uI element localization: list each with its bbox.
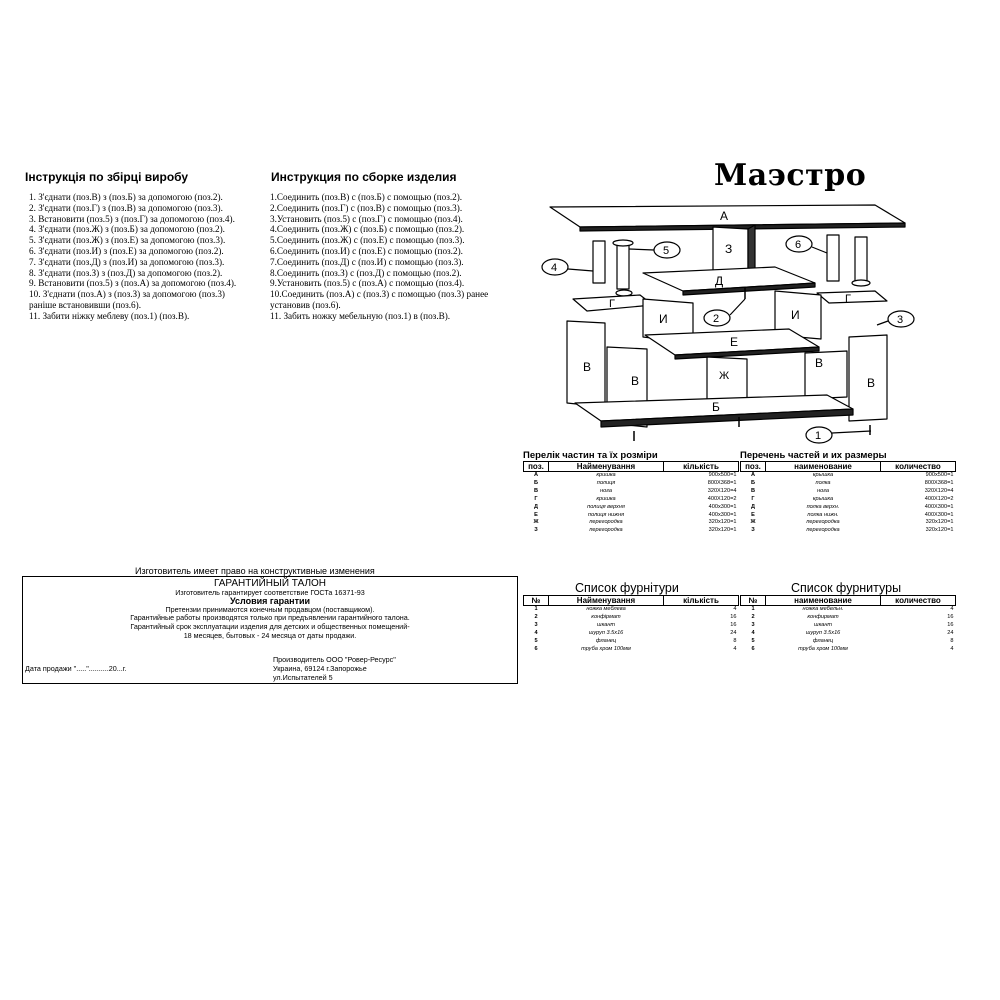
row-name: кришка: [596, 495, 616, 502]
table-row: [741, 480, 956, 488]
row-pos: 4: [534, 629, 538, 636]
row-qty: 4: [733, 645, 737, 652]
col-pos: поз.: [741, 462, 766, 472]
row-name: полиця верхня: [587, 503, 625, 510]
table-row: [524, 472, 739, 480]
row-qty: 320х120=1: [708, 519, 737, 526]
label-zh: Ж: [719, 370, 730, 382]
row-qty: 900х500=1: [925, 472, 954, 478]
label-g-right: Г: [845, 293, 851, 305]
row-pos: Б: [750, 479, 756, 486]
instructions-ru-steps: [270, 192, 515, 322]
row-name: фланец: [812, 637, 834, 644]
table-row: [524, 606, 739, 614]
label-e: Е: [730, 335, 739, 349]
row-qty: 320х120=1: [708, 527, 737, 534]
table-row: [524, 512, 739, 520]
row-name: полка верхн.: [806, 503, 840, 510]
col-num: №: [524, 596, 549, 606]
row-name: полиця: [596, 479, 616, 486]
row-qty: 24: [947, 629, 954, 636]
step-ru: 9.Установить (поз.5) с (поз.А) с помощью (поз.4).: [270, 278, 465, 289]
row-qty: 320х120=1: [925, 519, 954, 526]
row-pos: 1: [534, 606, 538, 612]
step-ua: 2. З'єднати (поз.Г) з (поз.В) за допомогою (поз.3).: [29, 202, 223, 213]
row-name: шкант: [813, 621, 833, 628]
row-name: труба хром 100мм: [798, 645, 848, 652]
row-pos: Б: [533, 479, 539, 486]
table-row: [741, 512, 956, 520]
assembly-diagram: [535, 195, 915, 450]
parts-ru-title: Перечень частей и их размеры: [740, 450, 887, 461]
step-ua: 5. З'єднати (поз.Ж) з (поз.Е) за допомогою (поз.3).: [29, 235, 226, 246]
callout-3: 3: [897, 314, 904, 326]
row-pos: 2: [534, 613, 538, 620]
label-v-3: В: [815, 356, 824, 370]
row-qty: 400х300=1: [708, 503, 737, 510]
table-row: [741, 527, 956, 535]
table-row: [741, 606, 956, 614]
row-pos: 5: [534, 637, 538, 644]
step-ua: 10. З'єднати (поз.А) з (поз.З) за допомогою (поз.3) раніше встановивши (поз.6).: [29, 289, 225, 310]
row-name: нога: [817, 487, 829, 494]
warranty-line: Гарантийный срок эксплуатации изделия для детских и общественных помещений-: [130, 621, 410, 631]
row-qty: 24: [730, 629, 737, 636]
table-row: [524, 622, 739, 630]
fittings-ru-table: [740, 595, 956, 653]
row-pos: 1: [751, 606, 755, 612]
label-a: А: [720, 209, 729, 223]
sale-date: Дата продажи "....."..........20...г.: [25, 664, 127, 673]
fittings-ru-body: [741, 606, 956, 654]
part-g-right-shape: [817, 291, 887, 303]
table-row: [741, 496, 956, 504]
step-ua: 9. Встановити (поз.5) з (поз.А) за допомогою (поз.4).: [29, 278, 237, 289]
row-qty: 4: [950, 645, 954, 652]
table-row: [524, 638, 739, 646]
row-name: перегородка: [806, 519, 840, 526]
instructions-ua-title: Інструкція по збірці виробу: [25, 170, 189, 184]
row-pos: 5: [751, 637, 755, 644]
col-qty: количество: [881, 462, 956, 472]
table-row: [741, 622, 956, 630]
warranty-title: ГАРАНТИЙНЫЙ ТАЛОН: [213, 578, 327, 589]
address-city: Украина, 69124 г.Запорожье: [273, 664, 367, 673]
row-pos: В: [533, 487, 539, 494]
warranty-conditions-title: Условия гарантии: [229, 596, 311, 607]
step-ru: 4.Соединить (поз.Ж) с (поз.Б) с помощью (поз.2).: [270, 224, 465, 235]
row-name: крышка: [812, 472, 834, 478]
label-i-right: И: [791, 308, 800, 322]
instructions-ua-steps: [29, 192, 264, 322]
row-name: полка: [815, 479, 831, 486]
fittings-ua-body: [524, 606, 739, 654]
row-name: ножка мебельн.: [802, 606, 844, 612]
table-row: [741, 519, 956, 527]
step-ru: 3.Установить (поз.5) с (поз.Г) с помощью (поз.4).: [270, 213, 463, 224]
col-pos: поз.: [524, 462, 549, 472]
table-row: [524, 614, 739, 622]
col-name: наименование: [766, 596, 881, 606]
label-v-2: В: [631, 374, 640, 388]
step-ru: 6.Соединить (поз.И) с (поз.Е) с помощью (поз.2).: [270, 245, 463, 256]
label-g-left: Г: [609, 298, 615, 310]
row-name: шуруп 3.5х16: [805, 629, 841, 636]
row-pos: 3: [534, 621, 538, 628]
step-ua: 6. З'єднати (поз.И) з (поз.Е) за допомогою (поз.2).: [29, 245, 224, 256]
row-qty: 8: [950, 637, 954, 644]
brand-title: Маэстро: [714, 158, 867, 193]
row-qty: 900х500=1: [708, 472, 737, 478]
row-pos: Е: [534, 511, 538, 518]
row-pos: В: [750, 487, 756, 494]
row-name: шуруп 3.5х16: [588, 629, 624, 636]
row-qty: 400х300=1: [708, 511, 737, 518]
parts-ua-title: Перелік частин та їх розміри: [523, 450, 658, 461]
label-b: Б: [712, 400, 720, 414]
step-ru: 1.Соединить (поз.В) с (поз.Б) с помощью (поз.2).: [270, 192, 463, 202]
table-row: [524, 646, 739, 654]
row-name: ножка меблева: [586, 606, 626, 612]
table-row: [524, 480, 739, 488]
row-name: кришка: [596, 472, 616, 478]
col-name: Найменування: [549, 596, 664, 606]
leg-tube-center: [617, 245, 629, 289]
step-ua: 7. З'єднати (поз.Д) з (поз.И) за допомогою (поз.3).: [29, 256, 225, 267]
row-pos: З: [751, 527, 755, 534]
col-name: наименование: [766, 462, 881, 472]
table-row: [524, 504, 739, 512]
table-row: [524, 630, 739, 638]
row-qty: 16: [730, 613, 737, 620]
row-qty: 400Х300=1: [924, 511, 954, 518]
step-ua: 11. Забити ніжку меблеву (поз.1) (поз.В).: [29, 310, 190, 321]
row-pos: Г: [534, 495, 538, 502]
row-qty: 4: [950, 606, 954, 612]
col-num: №: [741, 596, 766, 606]
row-name: перегородка: [806, 527, 840, 534]
step-ru: 8.Соединить (поз.З) с (поз.Д) с помощью (поз.2).: [270, 267, 462, 278]
callout-5: 5: [663, 245, 670, 257]
row-qty: 400Х120=2: [707, 495, 737, 502]
step-ru: 7.Соединить (поз.Д) с (поз.И) с помощью (поз.3).: [270, 256, 464, 267]
leg-tube-right-2: [855, 237, 867, 281]
table-row: [524, 519, 739, 527]
parts-ru-body: [741, 472, 956, 536]
address-street: ул.Испытателей 5: [273, 673, 333, 682]
design-change-notice: Изготовитель имеет право на конструктивные изменения: [135, 566, 375, 576]
row-pos: З: [534, 527, 538, 534]
warranty-line: Гарантийные работы производятся только при предъявлении гарантийного талона.: [130, 613, 410, 623]
row-pos: 6: [751, 645, 755, 652]
instructions-ru-title: Инструкция по сборке изделия: [271, 170, 457, 184]
row-name: нога: [600, 487, 612, 494]
row-qty: 4: [733, 606, 737, 612]
parts-ru-table: [740, 461, 956, 535]
row-name: перегородка: [589, 527, 623, 534]
row-pos: Ж: [533, 519, 539, 526]
row-pos: 2: [751, 613, 755, 620]
leg-tube-left: [593, 241, 605, 283]
row-name: конфирмат: [807, 613, 839, 620]
row-pos: Г: [751, 495, 755, 502]
row-pos: А: [750, 472, 756, 478]
fittings-ua-title: Список фурнітури: [575, 581, 679, 595]
col-qty: кількість: [664, 462, 739, 472]
label-z: З: [725, 242, 733, 256]
row-qty: 320Х120=4: [707, 487, 737, 494]
label-i-left: И: [659, 312, 668, 326]
part-v-right-inner-shape: [805, 351, 847, 399]
warranty-gost: Изготовитель гарантирует соответствие ГОСТа 16371-93: [175, 587, 365, 597]
step-ru: 2.Соединить (поз.Г) с (поз.В) с помощью (поз.3).: [270, 202, 463, 213]
row-qty: 8: [733, 637, 737, 644]
parts-ua-body: [524, 472, 739, 536]
row-pos: Д: [534, 503, 538, 510]
row-name: шкант: [596, 621, 616, 628]
table-row: [741, 638, 956, 646]
row-name: труба хром 100мм: [581, 645, 631, 652]
table-row: [741, 488, 956, 496]
step-ua: 8. З'єднати (поз.З) з (поз.Д) за допомогою (поз.2).: [29, 267, 223, 278]
row-pos: Ж: [750, 519, 756, 526]
step-ua: 3. Встановити (поз.5) з (поз.Г) за допомогою (поз.4).: [29, 213, 235, 224]
table-row: [741, 614, 956, 622]
row-name: полка нижн.: [807, 511, 839, 518]
row-qty: 16: [730, 621, 737, 628]
row-qty: 16: [947, 621, 954, 628]
leg-tube-right-1: [827, 235, 839, 281]
table-row: [524, 488, 739, 496]
row-name: перегородка: [589, 519, 623, 526]
row-qty: 800Х368=1: [707, 479, 737, 486]
table-row: [741, 504, 956, 512]
fittings-ru-title: Список фурнитуры: [791, 581, 902, 595]
manufacturer: Производитель ООО "Ровер-Ресурс": [273, 655, 396, 664]
row-name: крышка: [812, 495, 834, 502]
table-row: [741, 472, 956, 480]
row-qty: 400Х300=1: [924, 503, 954, 510]
warranty-line: 18 месяцев, бытовых - 24 месяца от даты продажи.: [183, 630, 357, 640]
callout-2: 2: [713, 313, 720, 325]
warranty-line: Претензии принимаются конечным продавцом (поставщиком).: [165, 604, 375, 614]
step-ru: 10.Соединить (поз.А) с (поз.З) с помощью (поз.3) ранее установив (поз.6).: [270, 289, 489, 310]
row-name: полиця нижня: [587, 511, 625, 518]
col-qty: кількість: [664, 596, 739, 606]
col-qty: количество: [881, 596, 956, 606]
table-row: [524, 496, 739, 504]
row-pos: Е: [751, 511, 755, 518]
step-ru: 11. Забить ножку мебельную (поз.1) в (поз.В).: [270, 310, 451, 321]
label-v-1: В: [583, 360, 592, 374]
fittings-ua-table: [523, 595, 739, 653]
row-qty: 320х120=1: [925, 527, 954, 534]
row-pos: 6: [534, 645, 538, 652]
label-d: Д: [715, 274, 724, 288]
row-qty: 320Х120=4: [924, 487, 954, 494]
step-ua: 1. З'єднати (поз.В) з (поз.Б) за допомогою (поз.2).: [29, 192, 223, 202]
row-name: конфірмат: [591, 613, 621, 620]
row-pos: А: [533, 472, 539, 478]
row-qty: 800Х368=1: [924, 479, 954, 486]
table-row: [741, 630, 956, 638]
row-name: фланец: [595, 637, 617, 644]
col-name: Найменування: [549, 462, 664, 472]
table-row: [524, 527, 739, 535]
row-pos: 4: [751, 629, 755, 636]
step-ru: 5.Соединить (поз.Ж) с (поз.Е) с помощью (поз.3).: [270, 235, 465, 246]
table-row: [741, 646, 956, 654]
warranty-card: [22, 576, 518, 684]
step-ua: 4. З'єднати (поз.Ж) з (поз.Б) за допомогою (поз.2).: [29, 224, 225, 235]
row-qty: 16: [947, 613, 954, 620]
callout-6: 6: [795, 239, 802, 251]
callout-4: 4: [551, 262, 558, 274]
label-v-4: В: [867, 376, 876, 390]
parts-ua-table: [523, 461, 739, 535]
callout-1: 1: [815, 430, 822, 442]
row-qty: 400Х120=2: [924, 495, 954, 502]
row-pos: 3: [751, 621, 755, 628]
row-pos: Д: [751, 503, 755, 510]
